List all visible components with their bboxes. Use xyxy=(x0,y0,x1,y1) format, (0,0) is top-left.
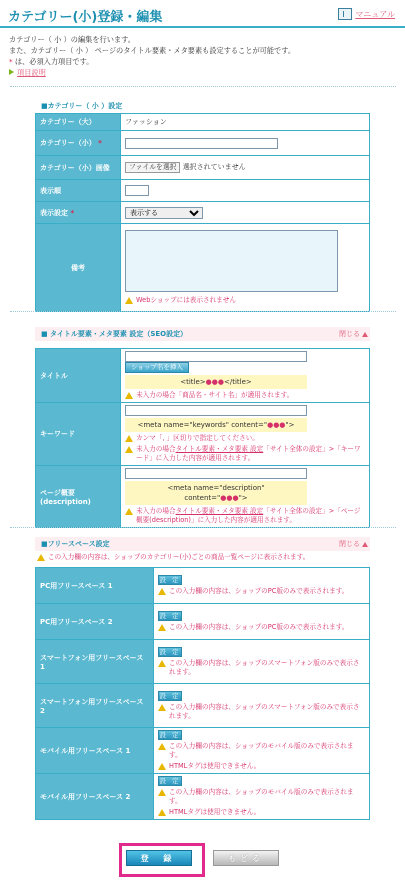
title-code-preview: <title>●●●</title> xyxy=(125,375,307,389)
help-link[interactable]: 項目説明 xyxy=(17,68,46,77)
seo-settings-link[interactable]: タイトル要素・メタ要素 設定 xyxy=(175,445,264,453)
free-space-warning: この入力欄の内容は、ショップのモバイル版のみで表示されます。 xyxy=(158,742,365,760)
free-space-label: スマートフォン用フリースペース 2 xyxy=(36,684,154,728)
free-space-label: PC用フリースペース 1 xyxy=(36,568,154,604)
display-setting-label: 表示設定 * xyxy=(36,202,121,224)
display-order-label: 表示順 xyxy=(36,180,121,202)
set-button[interactable]: 設 定 xyxy=(159,731,181,739)
category-image-label: カテゴリー（小）画像 xyxy=(36,156,121,180)
keyword-code-preview: <meta name="keywords" content="●●●"> xyxy=(125,418,307,432)
description-warning: 未入力の場合タイトル要素・メタ要素 設定「サイト全体の設定」>「ページ概要(description)」に入力した内容が適用されます。 xyxy=(125,507,365,525)
title-label: タイトル xyxy=(36,349,121,403)
free-space-label: モバイル用フリースペース 1 xyxy=(36,728,154,774)
intro-line-3: * は、必須入力項目です。 xyxy=(9,57,94,66)
keyword-label: キーワード xyxy=(36,403,121,466)
warning-icon xyxy=(125,446,133,453)
category-name-input[interactable] xyxy=(125,138,278,149)
free-space-row xyxy=(36,728,370,774)
note-textarea[interactable] xyxy=(125,230,338,292)
warning-icon xyxy=(125,392,133,399)
insert-shop-name-button[interactable]: ショップ名を挿入 xyxy=(125,362,189,373)
collapse-arrow-icon xyxy=(362,332,368,337)
warning-icon xyxy=(158,660,166,667)
warning-icon xyxy=(125,508,133,515)
description-label: ページ概要(description) xyxy=(36,466,121,528)
section-heading: ■カテゴリー（ 小 ）設定 xyxy=(41,102,123,110)
set-button[interactable]: 設 定 xyxy=(159,777,181,785)
manual-book-icon xyxy=(338,8,352,20)
free-space-row xyxy=(36,774,370,820)
keyword-input[interactable] xyxy=(125,405,307,416)
free-space-row xyxy=(36,604,370,640)
back-button[interactable]: もどる xyxy=(213,850,279,866)
description-input[interactable] xyxy=(125,468,307,479)
warning-icon xyxy=(158,704,166,711)
parent-category-label: カテゴリー（大） xyxy=(36,114,121,131)
intro-line-2: また、カテゴリー（ 小 ） ページのタイトル要素・メタ要素も設定することが可能です。 xyxy=(9,46,296,55)
free-space-close-link[interactable]: 閉じる xyxy=(339,539,368,549)
page-header xyxy=(0,0,405,28)
free-space-section xyxy=(35,537,370,820)
free-space-warning: この入力欄の内容は、ショップのPC版のみで表示されます。 xyxy=(158,623,365,632)
seo-heading: ■ タイトル要素・メタ要素 設定（SEO設定） 閉じる xyxy=(35,327,370,341)
warning-icon xyxy=(125,435,133,442)
keyword-warning-1: カンマ「, 」区切りで指定してください。 xyxy=(125,434,365,443)
seo-section xyxy=(35,327,370,528)
free-space-warning: この入力欄の内容は、ショップのモバイル版のみで表示されます。 xyxy=(158,788,365,806)
warning-icon xyxy=(125,297,133,304)
manual-link-label: マニュアル xyxy=(355,9,395,19)
free-space-warning: この入力欄の内容は、ショップのPC版のみで表示されます。 xyxy=(158,587,365,596)
free-space-label: スマートフォン用フリースペース 1 xyxy=(36,640,154,684)
divider xyxy=(10,311,396,312)
title-warning: 未入力の場合「商品名 - サイト名」が適用されます。 xyxy=(125,391,365,400)
register-button[interactable]: 登 録 xyxy=(126,850,192,866)
display-setting-select[interactable] xyxy=(125,207,203,219)
action-buttons xyxy=(119,843,279,879)
title-input[interactable] xyxy=(125,351,307,362)
free-space-warning: この入力欄の内容は、ショップのスマートフォン版のみで表示されます。 xyxy=(158,659,365,677)
divider xyxy=(10,527,396,528)
collapse-arrow-icon xyxy=(362,542,368,547)
intro-line-1: カテゴリー（ 小 ）の編集を行います。 xyxy=(9,35,135,44)
set-button[interactable]: 設 定 xyxy=(159,576,181,584)
set-button[interactable]: 設 定 xyxy=(159,612,181,620)
seo-table xyxy=(35,348,370,528)
warning-icon xyxy=(158,743,166,750)
warning-icon xyxy=(158,789,166,796)
required-mark: * xyxy=(98,139,102,147)
free-space-warning: この入力欄の内容は、ショップのスマートフォン版のみで表示されます。 xyxy=(158,703,365,721)
warning-icon xyxy=(158,763,166,770)
required-mark: * xyxy=(9,57,13,66)
basic-settings-section xyxy=(35,99,370,312)
seo-close-link[interactable]: 閉じる xyxy=(339,329,368,339)
warning-icon xyxy=(158,624,166,631)
free-space-row xyxy=(36,568,370,604)
free-space-heading: ■フリースペース設定 閉じる xyxy=(35,537,370,551)
display-order-input[interactable] xyxy=(125,185,149,196)
free-space-label: モバイル用フリースペース 2 xyxy=(36,774,154,820)
intro-text xyxy=(9,34,399,78)
free-space-table xyxy=(35,567,370,820)
html-tag-warning: HTMLタグは使用できません。 xyxy=(158,762,365,771)
set-button[interactable]: 設 定 xyxy=(159,647,181,656)
arrow-right-icon xyxy=(9,69,14,75)
description-code-preview: <meta name="description" content="●●●"> xyxy=(125,481,307,505)
seo-settings-link[interactable]: タイトル要素・メタ要素 設定 xyxy=(175,507,264,515)
warning-icon xyxy=(37,554,45,561)
page-title: カテゴリー(小)登録・編集 xyxy=(8,10,163,25)
parent-category-value: ファッション xyxy=(121,114,370,131)
warning-icon xyxy=(158,809,166,816)
category-name-label: カテゴリー（小） * xyxy=(36,131,121,156)
file-status: 選択されていません xyxy=(182,163,246,171)
free-space-row xyxy=(36,640,370,684)
html-tag-warning: HTMLタグは使用できません。 xyxy=(158,808,365,817)
free-space-row xyxy=(36,684,370,728)
manual-link[interactable] xyxy=(338,8,395,20)
divider xyxy=(10,86,396,87)
note-label: 備考 xyxy=(36,224,121,312)
help-row xyxy=(9,67,399,78)
keyword-warning-2: 未入力の場合タイトル要素・メタ要素 設定「サイト全体の設定」>「キーワード」に入力した内容が適用されます。 xyxy=(125,445,365,463)
warning-icon xyxy=(158,588,166,595)
choose-file-button[interactable]: ファイルを選択 xyxy=(125,162,180,173)
set-button[interactable]: 設 定 xyxy=(159,691,181,700)
note-warning: Webショップには表示されません xyxy=(125,296,365,305)
free-space-label: PC用フリースペース 2 xyxy=(36,604,154,640)
free-space-top-warning: この入力欄の内容は、ショップのカテゴリー(小)ごとの商品一覧ページに表示されます。 xyxy=(37,553,370,562)
basic-settings-table xyxy=(35,113,370,312)
